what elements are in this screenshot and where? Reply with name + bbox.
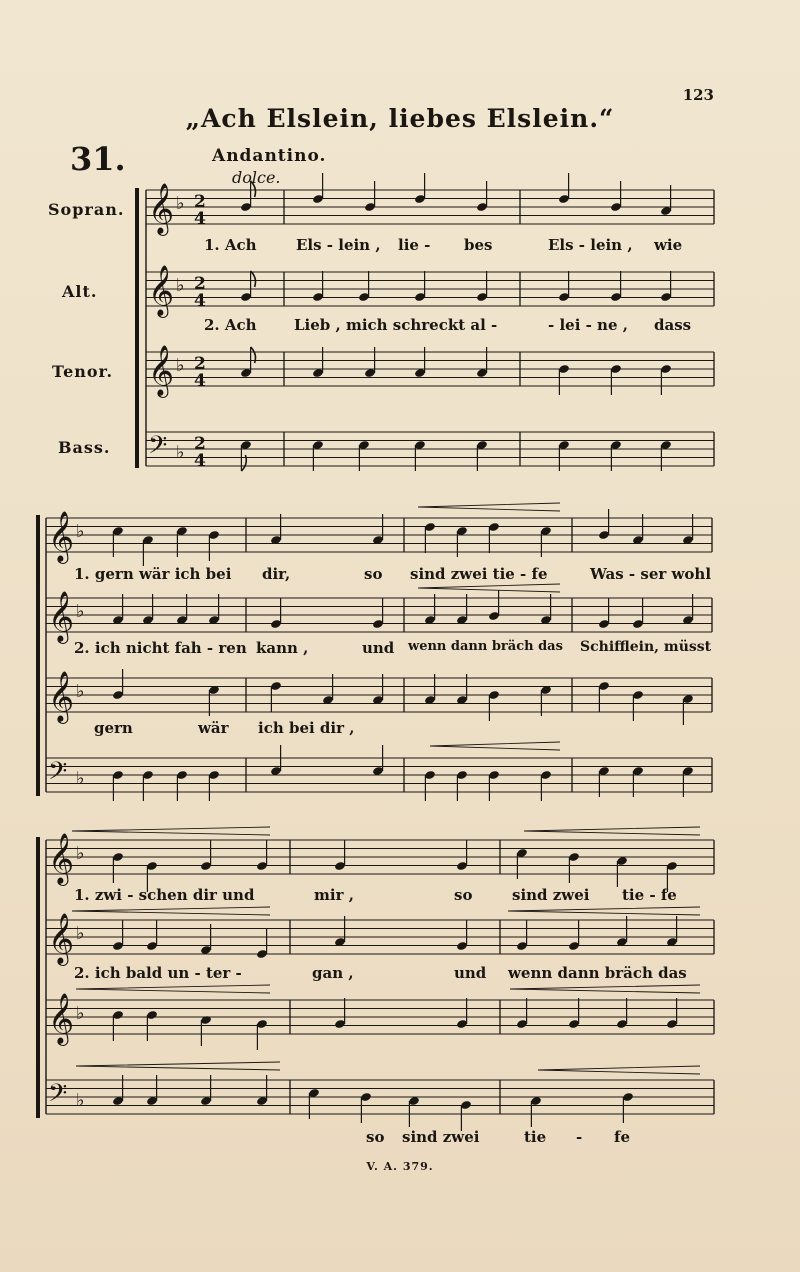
song-title: „Ach Elslein, liebes Elslein.“ <box>185 104 615 133</box>
flat-key-signature: ♭ <box>176 275 185 296</box>
lyric: 2. Ach <box>204 316 257 334</box>
lyric: sind zwei tie - fe <box>410 565 548 583</box>
lyric: dass <box>654 316 692 334</box>
lyric: 1. zwi - schen dir und <box>74 886 255 904</box>
lyric: fe <box>614 1128 630 1146</box>
lyric: 2. ich bald un - ter - <box>74 964 242 982</box>
lyric: sind zwei <box>402 1128 480 1146</box>
lyric: Els - lein , <box>296 236 381 254</box>
lyric: gern <box>94 719 133 737</box>
lyric: Els - lein , <box>548 236 633 254</box>
piece-number: 31. <box>70 140 126 178</box>
lyric: Schifflein, müsst <box>580 639 712 655</box>
flat-key-signature: ♭ <box>176 355 185 376</box>
lyric: und <box>454 964 487 982</box>
dynamic-marking: dolce. <box>232 168 281 187</box>
lyric: so <box>454 886 473 904</box>
lyric: dir, <box>262 565 291 583</box>
voice-label-sopran: Sopran. <box>48 200 125 219</box>
lyric: - <box>576 1128 583 1146</box>
crescendo-hairpin <box>418 584 560 592</box>
lyric: gan , <box>312 964 354 982</box>
lyric: lie - <box>398 236 431 254</box>
treble-clef-icon: 𝄞 <box>48 591 75 642</box>
time-signature: 4 <box>194 371 206 391</box>
lyric: tie <box>524 1128 547 1146</box>
crescendo-hairpin <box>76 1062 280 1070</box>
lyric: 1. Ach <box>204 236 257 254</box>
time-signature: 2 <box>194 192 206 212</box>
treble-clef-icon: 𝄞 <box>148 265 175 316</box>
tempo-marking: Andantino. <box>212 146 327 166</box>
treble-clef-icon: 𝄞 <box>48 913 75 964</box>
crescendo-hairpin <box>72 827 270 835</box>
flat-key-signature: ♭ <box>76 521 85 542</box>
time-signature: 4 <box>194 291 206 311</box>
lyric: tie - fe <box>622 886 677 904</box>
crescendo-hairpin <box>524 827 700 835</box>
lyric: so <box>364 565 383 583</box>
lyric: Was - ser wohl <box>590 565 712 583</box>
treble-clef-icon: 𝄞 <box>48 993 75 1044</box>
time-signature: 2 <box>194 274 206 294</box>
note-flag <box>251 271 256 287</box>
page-number: 123 <box>682 86 714 104</box>
flat-key-signature: ♭ <box>76 768 85 789</box>
lyric: wär <box>198 719 229 737</box>
treble-clef-icon: 𝄞 <box>148 345 175 396</box>
lyric: kann , <box>256 639 309 657</box>
lyric: - lei - ne , <box>548 316 628 334</box>
lyric: sind zwei <box>512 886 590 904</box>
lyric: wie <box>654 236 683 254</box>
crescendo-hairpin <box>72 907 270 915</box>
flat-key-signature: ♭ <box>76 923 85 944</box>
treble-clef-icon: 𝄞 <box>48 833 75 884</box>
footer-catalog: V. A. 379. <box>366 1160 434 1173</box>
lyric: so <box>366 1128 385 1146</box>
lyric: wenn dann bräch das <box>408 639 563 654</box>
flat-key-signature: ♭ <box>76 1090 85 1111</box>
time-signature: 2 <box>194 354 206 374</box>
crescendo-hairpin <box>76 985 270 993</box>
treble-clef-icon: 𝄞 <box>48 671 75 722</box>
crescendo-hairpin <box>538 1066 700 1074</box>
crescendo-hairpin <box>510 985 700 993</box>
flat-key-signature: ♭ <box>76 843 85 864</box>
lyric: mir , <box>314 886 354 904</box>
crescendo-hairpin <box>430 742 560 750</box>
lyric: 1. gern wär ich bei <box>74 565 232 583</box>
bass-clef-icon: 𝄢 <box>148 431 168 466</box>
lyric: bes <box>464 236 493 254</box>
flat-key-signature: ♭ <box>176 442 185 463</box>
lyric: wenn dann bräch das <box>508 964 687 982</box>
crescendo-hairpin <box>508 907 700 915</box>
lyric: und <box>362 639 395 657</box>
flat-key-signature: ♭ <box>76 1003 85 1024</box>
voice-label-tenor: Tenor. <box>52 362 114 381</box>
time-signature: 4 <box>194 451 206 471</box>
treble-clef-icon: 𝄞 <box>148 183 175 234</box>
lyric: ich bei dir , <box>258 719 355 737</box>
bass-clef-icon: 𝄢 <box>48 757 68 792</box>
lyric: 2. ich nicht fah - ren <box>74 639 247 657</box>
flat-key-signature: ♭ <box>76 601 85 622</box>
crescendo-hairpin <box>418 503 560 511</box>
voice-label-alt: Alt. <box>62 282 98 301</box>
time-signature: 2 <box>194 434 206 454</box>
bass-clef-icon: 𝄢 <box>48 1079 68 1114</box>
time-signature: 4 <box>194 209 206 229</box>
flat-key-signature: ♭ <box>176 193 185 214</box>
flat-key-signature: ♭ <box>76 681 85 702</box>
lyric: Lieb , mich schreckt al - <box>294 316 498 334</box>
treble-clef-icon: 𝄞 <box>48 511 75 562</box>
voice-label-bass: Bass. <box>58 438 111 457</box>
